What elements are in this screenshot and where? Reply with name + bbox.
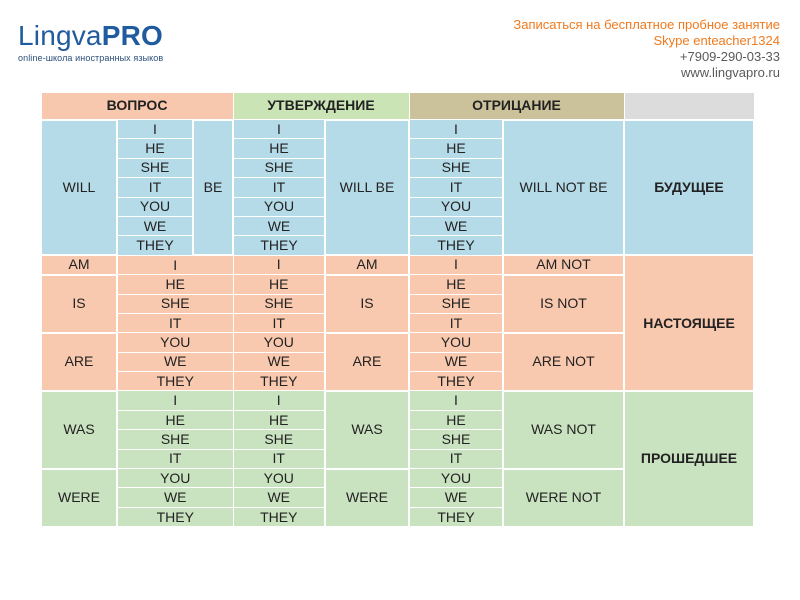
contact-block <box>513 17 780 81</box>
present-q-pronoun: SHE <box>117 294 233 313</box>
past-was-question: WAS <box>41 391 117 469</box>
past-n-pronoun: WE <box>409 488 503 507</box>
present-q-pronoun: WE <box>117 352 233 371</box>
future-q-pronoun: IT <box>117 178 193 197</box>
skype-text: Skype enteacher1324 <box>653 33 780 48</box>
present-q-pronoun: IT <box>117 313 233 332</box>
past-q-pronoun: I <box>117 391 233 410</box>
present-is-question: IS <box>41 275 117 333</box>
future-a-pronoun: SHE <box>233 158 325 177</box>
present-is-affirm: IS <box>325 275 409 333</box>
tense-past: ПРОШЕДШЕЕ <box>624 391 754 527</box>
present-a-pronoun: HE <box>233 275 325 294</box>
past-q-pronoun: THEY <box>117 507 233 526</box>
present-a-pronoun: THEY <box>233 372 325 391</box>
present-q-pronoun: I <box>117 255 233 274</box>
past-a-pronoun: HE <box>233 410 325 429</box>
present-q-pronoun: HE <box>117 275 233 294</box>
logo <box>18 20 163 63</box>
past-was-neg: WAS NOT <box>503 391 624 469</box>
present-n-pronoun: YOU <box>409 333 503 352</box>
present-a-pronoun: SHE <box>233 294 325 313</box>
past-n-pronoun: IT <box>409 449 503 468</box>
future-n-pronoun: SHE <box>409 158 503 177</box>
present-a-pronoun: I <box>233 255 325 274</box>
present-am-neg: AM NOT <box>503 255 624 274</box>
past-a-pronoun: THEY <box>233 507 325 526</box>
present-a-pronoun: YOU <box>233 333 325 352</box>
header-empty <box>624 93 754 120</box>
past-were-question: WERE <box>41 469 117 527</box>
future-n-pronoun: WE <box>409 216 503 235</box>
past-n-pronoun: HE <box>409 410 503 429</box>
present-is-neg: IS NOT <box>503 275 624 333</box>
signup-text: Записаться на бесплатное пробное занятие <box>513 17 780 32</box>
past-q-pronoun: WE <box>117 488 233 507</box>
future-q-pronoun: THEY <box>117 236 193 255</box>
logo-brand-light: Lingva <box>18 20 102 51</box>
header-question: ВОПРОС <box>41 93 233 120</box>
past-n-pronoun: THEY <box>409 507 503 526</box>
future-q-pronoun: I <box>117 120 193 139</box>
past-n-pronoun: YOU <box>409 469 503 488</box>
present-q-pronoun: THEY <box>117 372 233 391</box>
present-n-pronoun: THEY <box>409 372 503 391</box>
present-n-pronoun: SHE <box>409 294 503 313</box>
future-aux-question: WILL <box>41 120 117 256</box>
future-be: BE <box>193 120 233 256</box>
past-n-pronoun: SHE <box>409 430 503 449</box>
future-q-pronoun: HE <box>117 139 193 158</box>
tense-present: НАСТОЯЩЕЕ <box>624 255 754 391</box>
future-q-pronoun: WE <box>117 216 193 235</box>
logo-wordmark <box>18 20 163 52</box>
header-negative: ОТРИЦАНИЕ <box>409 93 624 120</box>
future-n-pronoun: HE <box>409 139 503 158</box>
present-q-pronoun: YOU <box>117 333 233 352</box>
past-a-pronoun: SHE <box>233 430 325 449</box>
phone-text: +7909-290-03-33 <box>679 49 780 64</box>
present-n-pronoun: HE <box>409 275 503 294</box>
future-a-pronoun: WE <box>233 216 325 235</box>
past-a-pronoun: WE <box>233 488 325 507</box>
past-a-pronoun: YOU <box>233 469 325 488</box>
present-am-question: AM <box>41 255 117 274</box>
future-a-pronoun: YOU <box>233 197 325 216</box>
past-q-pronoun: SHE <box>117 430 233 449</box>
past-were-affirm: WERE <box>325 469 409 527</box>
header-affirmative: УТВЕРЖДЕНИЕ <box>233 93 409 120</box>
past-q-pronoun: IT <box>117 449 233 468</box>
past-n-pronoun: I <box>409 391 503 410</box>
present-are-neg: ARE NOT <box>503 333 624 391</box>
present-are-affirm: ARE <box>325 333 409 391</box>
future-n-pronoun: IT <box>409 178 503 197</box>
future-affirm-aux: WILL BE <box>325 120 409 256</box>
logo-tagline: online-школа иностранных языков <box>18 53 164 63</box>
future-a-pronoun: THEY <box>233 236 325 255</box>
past-were-neg: WERE NOT <box>503 469 624 527</box>
present-n-pronoun: I <box>409 255 503 274</box>
past-a-pronoun: I <box>233 391 325 410</box>
past-q-pronoun: HE <box>117 410 233 429</box>
logo-brand-bold: PRO <box>101 20 163 51</box>
future-n-pronoun: YOU <box>409 197 503 216</box>
future-a-pronoun: I <box>233 120 325 139</box>
to-be-grammar-table <box>40 92 755 528</box>
future-n-pronoun: I <box>409 120 503 139</box>
present-a-pronoun: WE <box>233 352 325 371</box>
future-a-pronoun: IT <box>233 178 325 197</box>
past-a-pronoun: IT <box>233 449 325 468</box>
future-q-pronoun: SHE <box>117 158 193 177</box>
website-link[interactable]: www.lingvapro.ru <box>681 65 780 80</box>
present-am-affirm: AM <box>325 255 409 274</box>
future-q-pronoun: YOU <box>117 197 193 216</box>
present-n-pronoun: WE <box>409 352 503 371</box>
present-a-pronoun: IT <box>233 313 325 332</box>
past-was-affirm: WAS <box>325 391 409 469</box>
future-neg-aux: WILL NOT BE <box>503 120 624 256</box>
present-n-pronoun: IT <box>409 313 503 332</box>
future-a-pronoun: HE <box>233 139 325 158</box>
tense-future: БУДУЩЕЕ <box>624 120 754 256</box>
present-are-question: ARE <box>41 333 117 391</box>
past-q-pronoun: YOU <box>117 469 233 488</box>
future-n-pronoun: THEY <box>409 236 503 255</box>
